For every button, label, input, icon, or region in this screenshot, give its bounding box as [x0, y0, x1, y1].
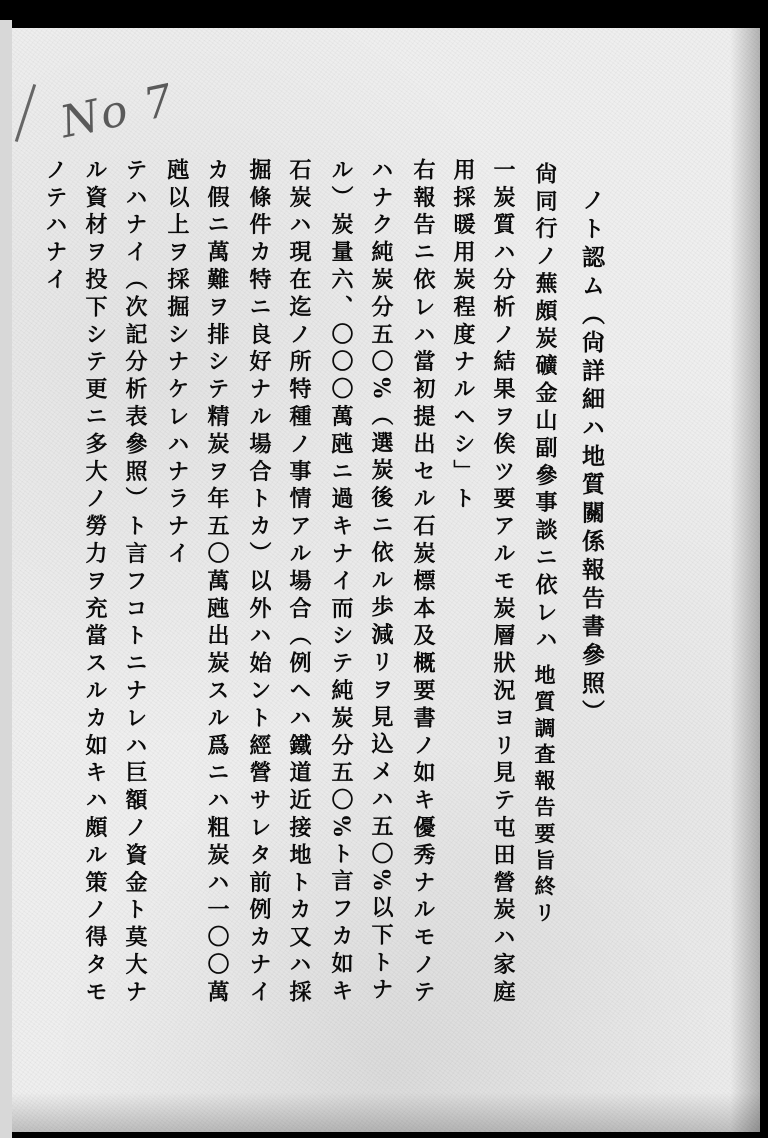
text-column: ル）炭量六、〇〇〇萬瓲ニ過キナイ而シテ純炭分五〇%ト言フカ如キ [328, 158, 354, 1007]
text-column: 右報告ニ依レハ當初提出セル石炭標本及概要書ノ如キ優秀ナルモノテ [410, 158, 436, 1008]
text-column: 掘條件カ特ニ良好ナル場合トカ）以外ハ始ント經營サレタ前例カナイ [246, 158, 272, 1008]
text-column: 石炭ハ現在迄ノ所特種ノ事情アル場合（例ヘハ鐵道近接地トカ又ハ採 [286, 158, 312, 1008]
margin-mark [15, 84, 36, 142]
page-bottom-shadow [12, 1092, 760, 1132]
text-column: ハナク純炭分五〇%（選炭後ニ依ル歩減リヲ見込メハ五〇%以下トナ [368, 158, 394, 1006]
page-number: No 7 [55, 74, 180, 149]
text-column: 瓲以上ヲ採掘シナケレハナラナイ [164, 158, 190, 569]
text-column [124, 158, 146, 1007]
text-column-continuation: ノテハナイ [42, 158, 68, 295]
text-column: カ假ニ萬難ヲ排シテ精炭ヲ年五〇萬瓲出炭スル爲ニハ粗炭ハ一〇〇萬 [204, 158, 230, 1008]
text-column-continuation: テハナイ（次記分析表參照）ト言フコトニナレハ巨額ノ資金ト莫大ナ [122, 158, 148, 1008]
text-column: 地質調査報告要旨終リ [532, 664, 557, 928]
text-column: 一炭質ハ分析ノ結果ヲ俟ツ要アルモ炭層狀況ヨリ見テ屯田營炭ハ家庭 [490, 158, 516, 1008]
text-column [84, 158, 106, 1007]
text-column [44, 158, 66, 295]
text-column: 尙同行ノ蕪頗炭礦金山副參事談ニ依レハ [532, 162, 558, 656]
text-column-heading: ノト認ム（尙詳細ハ地質關係報告書參照） [578, 188, 605, 728]
left-page-edge [0, 20, 12, 1138]
document-page [12, 28, 760, 1132]
text-column-continuation: ル資材ヲ投下シテ更ニ多大ノ勞力ヲ充當スルカ如キハ頗ル策ノ得タモ [82, 158, 108, 1008]
page-edge-shadow [730, 28, 760, 1132]
text-column: 用採暖用炭程度ナルヘシ」ト [450, 158, 476, 515]
